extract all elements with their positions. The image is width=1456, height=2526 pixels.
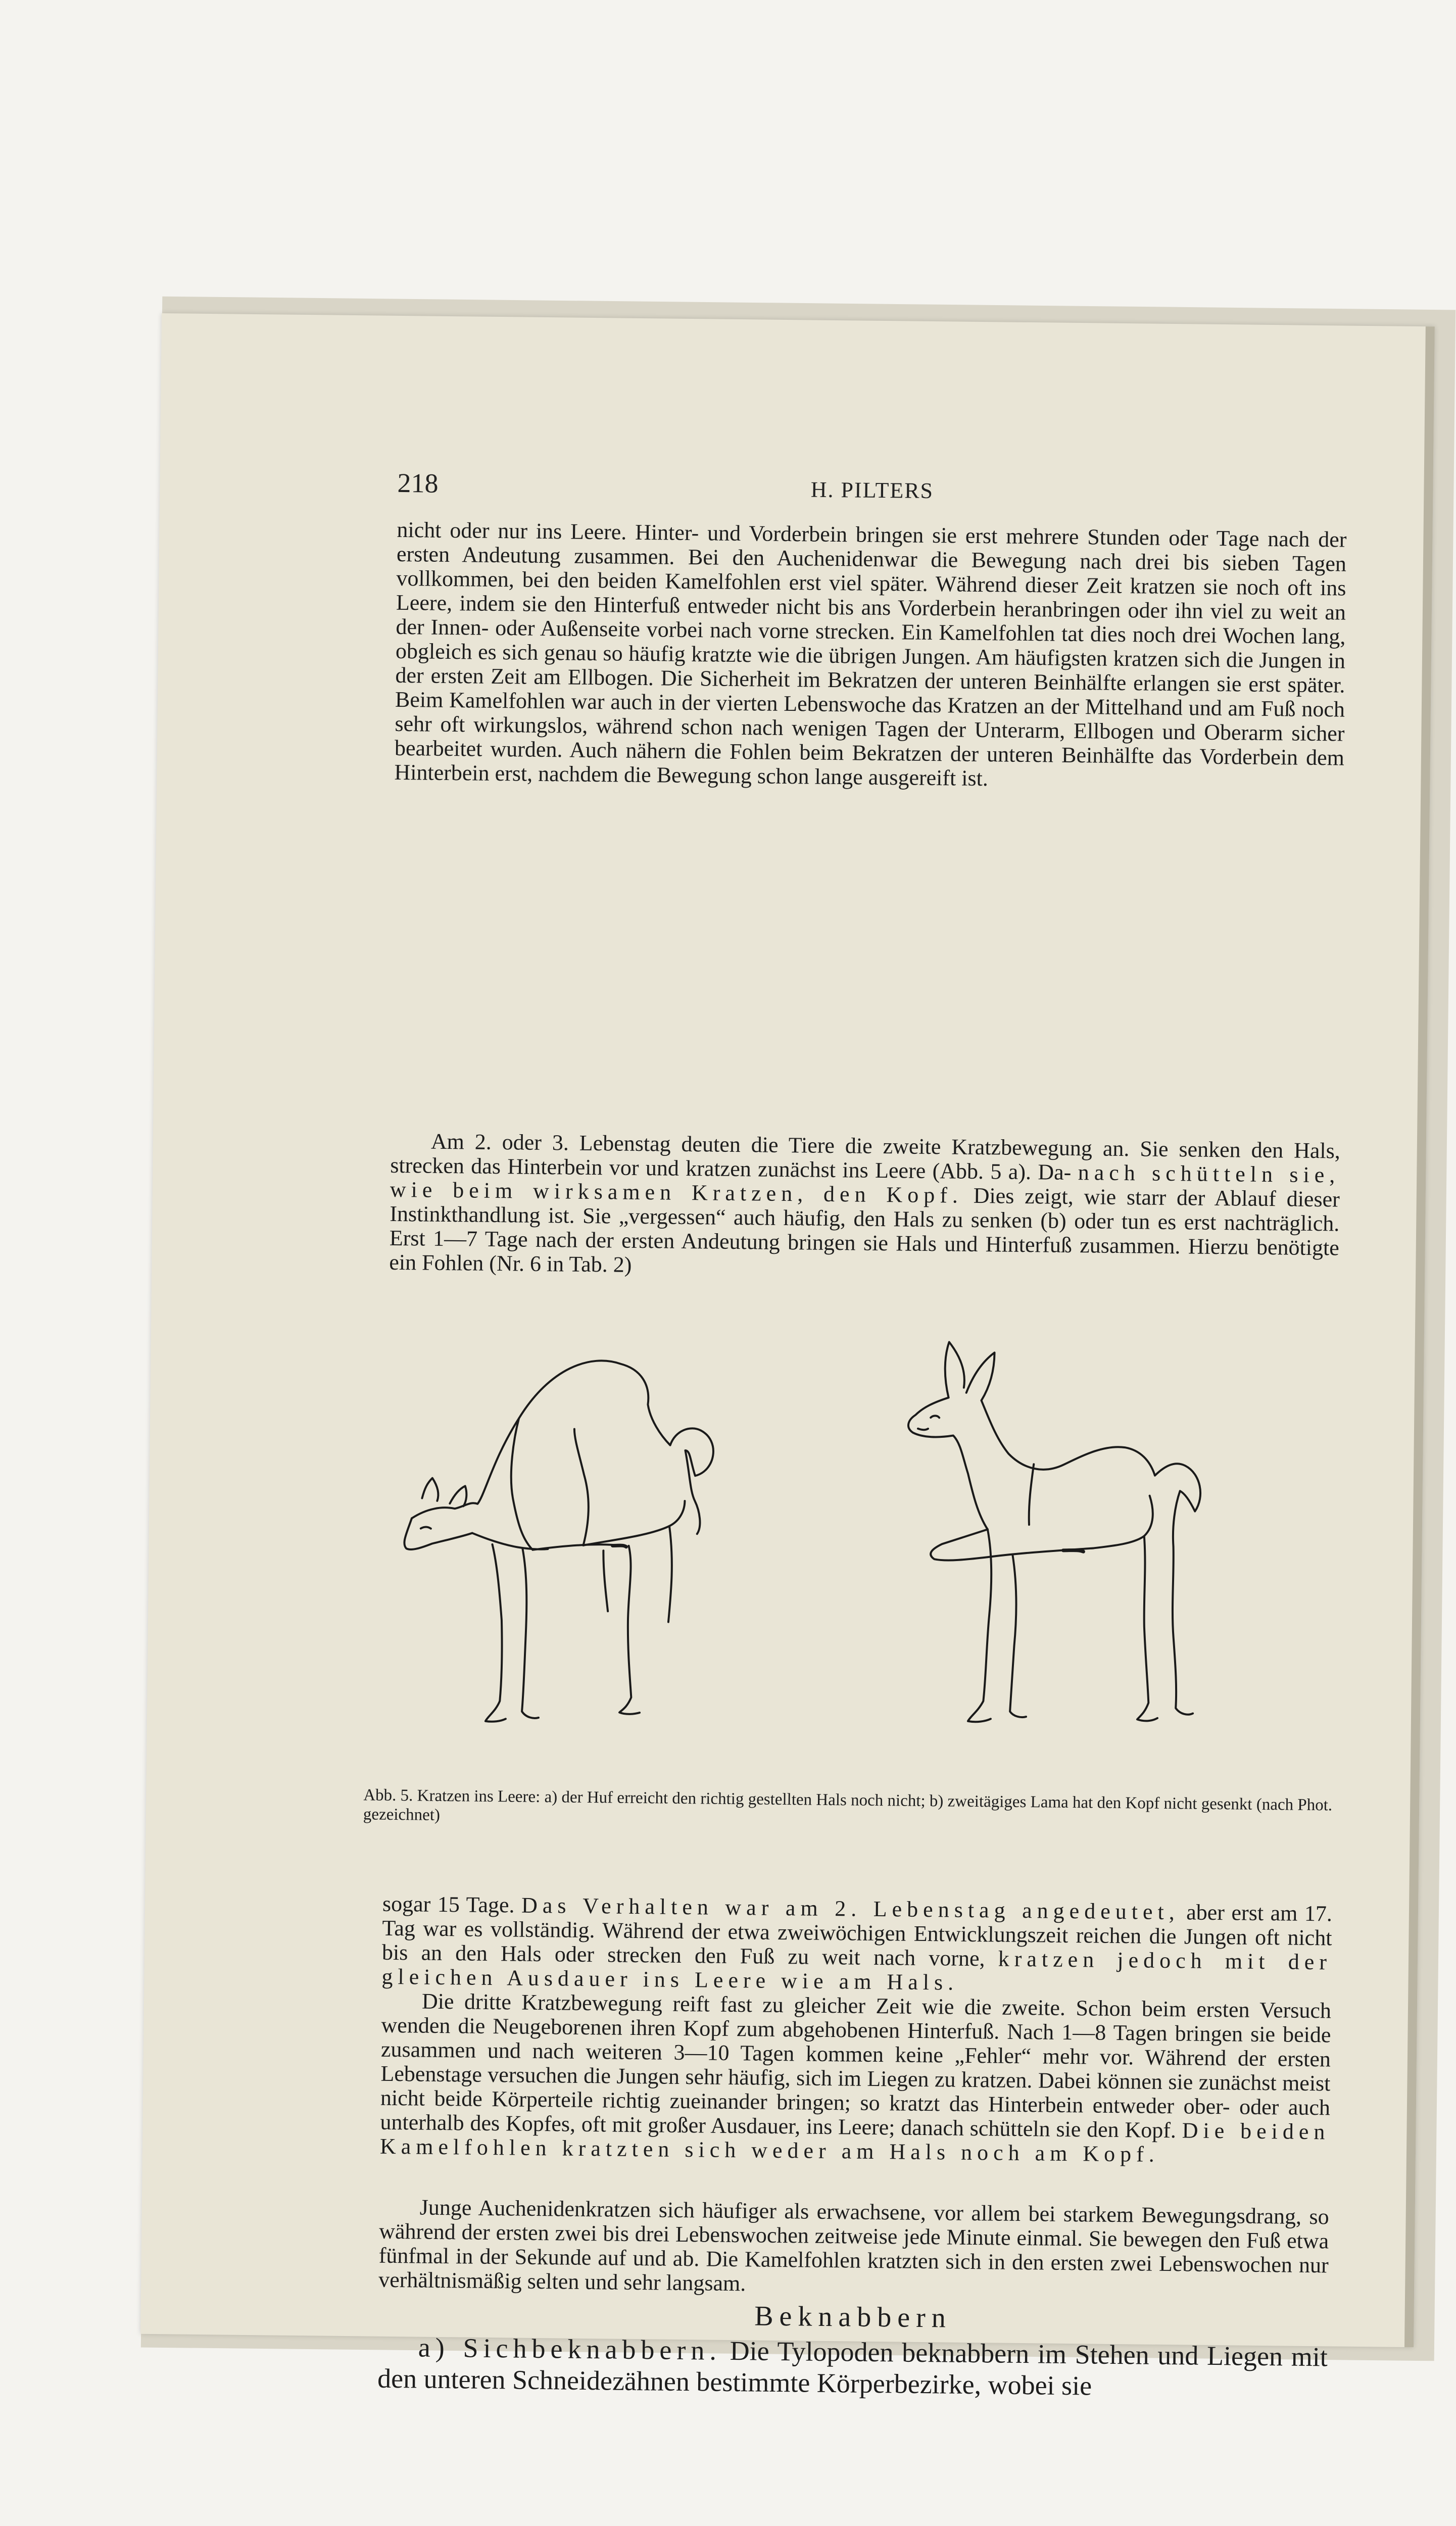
paragraph-block-1 — [394, 518, 1346, 795]
paragraph-6-subheading: a) Sichbeknabbern. — [418, 2332, 722, 2366]
llama-drawings — [364, 1305, 1359, 1790]
paragraph-3-start: sogar 15 Tage. — [382, 1891, 515, 1918]
paragraph-2-start: Am 2. oder 3. Lebenstag deuten die Tiere die zweite Kratzbewegung an. Sie senken den Hals, strecken das Hinterbein vor und kratzen zunächst ins Leere (Abb. 5 a). Da- — [390, 1129, 1341, 1185]
section-heading: Beknabbern — [754, 2300, 952, 2334]
paragraph-block-5 — [377, 2331, 1328, 2404]
page-number: 218 — [397, 467, 439, 499]
paragraph-1: nicht oder nur ins Leere. Hinter- und Vorderbein bringen sie erst mehrere Stunden oder Tage nach der ersten Andeutung zusammen. Bei den Auchenidenwar die Bewegung nach drei bis sieben Tagen vollkommen, bei den beiden Kamelfohlen erst viel später. Während dieser Zeit kratzen sie noch oft ins Leere, indem sie den Hinterfuß entweder nicht bis ans Vorderbein heranbringen oder ihn viel zu weit an der Innen- oder Außenseite vorbei nach vorne strecken. Ein Kamelfohlen tat dies noch drei Wochen lang, obgleich es sich genau so häufig kratzte wie die übrigen Jungen. Am häufigsten kratzen sich die Jungen in der ersten Zeit am Ellbogen. Die Sicherheit im Bekratzen der unteren Beinhälfte erlangen sie erst später. Beim Kamelfohlen war auch in der vierten Lebenswoche das Kratzen an der Mittelhand und am Fuß noch sehr oft wirkungslos, während schon nach wenigen Tagen der Unterarm, Ellbogen und Oberarm sicher bearbeitet wurden. Auch nähern die Fohlen beim Bekratzen der unteren Beinhälfte das Vorderbein dem Hinterbein erst, nachdem die Bewegung schon lange ausgereift ist. — [394, 517, 1347, 791]
paragraph-6-text: Die Tylopoden beknabbern im Stehen und Liegen mit den unteren Schneidezähnen bestimmte Körperbezirke, wobei sie — [377, 2336, 1328, 2401]
figure-5 — [364, 1305, 1359, 1790]
paragraph-block-4 — [378, 2195, 1329, 2302]
paragraph-2 — [389, 1129, 1340, 1285]
paragraph-3-emphasis-2: kratzen jedoch mit der gleichen Ausdauer ins Leere wie am Hals. — [381, 1946, 1332, 1995]
paragraph-3 — [381, 1892, 1332, 1999]
paragraph-6 — [377, 2331, 1328, 2404]
book-page — [140, 313, 1435, 2401]
figure-caption: Abb. 5. Kratzen ins Leere: a) der Huf erreicht den richtig gestellten Hals noch nicht; b) zweitägiges Lama hat den Kopf nicht gesenkt (nach Phot. gezeichnet) — [363, 1786, 1333, 1824]
llama-b-drawing — [905, 1342, 1202, 1724]
paragraph-4-emphasis: Die beiden Kamelfohlen kratzten sich weder am Hals noch am Kopf. — [379, 2118, 1330, 2167]
paragraph-block-2 — [389, 1129, 1340, 1285]
paragraph-3-middle: aber erst am 17. Tag war es vollständig. Während der etwa zweiwöchigen Entwicklungszeit reichen die Jungen oft nicht bis an den Hals oder strecken den Fuß zu weit nach vorne, — [381, 1900, 1333, 1971]
running-head: H. PILTERS — [810, 477, 934, 504]
paragraph-2-emphasis: nach schütteln sie, wie beim wirksamen Kratzen, den Kopf. — [390, 1160, 1340, 1208]
llama-a-drawing — [403, 1358, 714, 1724]
paragraph-5: Junge Auchenidenkratzen sich häufiger als erwachsene, vor allem bei starkem Bewegungsdrang, so während der ersten zwei bis drei Lebenswochen zeitweise jede Minute einmal. Sie bewegen den Fuß etwa fünfmal in der Sekunde auf und ab. Die Kamelfohlen kratzten sich in den ersten zwei Lebenswochen nur verhältnismäßig selten und sehr langsam. — [378, 2195, 1329, 2296]
page-header — [397, 467, 1347, 513]
paragraph-4 — [380, 1989, 1331, 2169]
paragraph-block-3 — [380, 1892, 1332, 2169]
paragraph-3-emphasis: Das Verhalten war am 2. Lebenstag angedeutet, — [521, 1892, 1180, 1925]
paragraph-4-start: Die dritte Kratzbewegung reift fast zu gleicher Zeit wie die zweite. Schon beim ersten Versuch wenden die Neugeborenen ihren Kopf zum abgehobenen Hinterfuß. Nach 1—8 Tagen bringen sie beide zusammen und nach weiteren 3—10 Tagen kommen keine „Fehler“ mehr vor. Während der ersten Lebenstage versuchen die Jungen sehr häufig, sich im Liegen zu kratzen. Dabei können sie zunächst meist nicht beide Körperteile richtig zueinander bringen; so kratzt das Hinterbein entweder ober- oder auch unterhalb des Kopfes, oft mit großer Ausdauer, ins Leere; danach schütteln sie den Kopf. — [380, 1988, 1332, 2143]
paragraph-2-end: Dies zeigt, wie starr der Ablauf dieser Instinkthandlung ist. Sie „vergessen“ auch häufig, den Hals zu senken (b) oder tun es erst nachträglich. Erst 1—7 Tage nach der ersten Andeutung bringen sie Hals und Hinterfuß zusammen. Hierzu benötigte ein Fohlen (Nr. 6 in Tab. 2) — [389, 1183, 1340, 1277]
